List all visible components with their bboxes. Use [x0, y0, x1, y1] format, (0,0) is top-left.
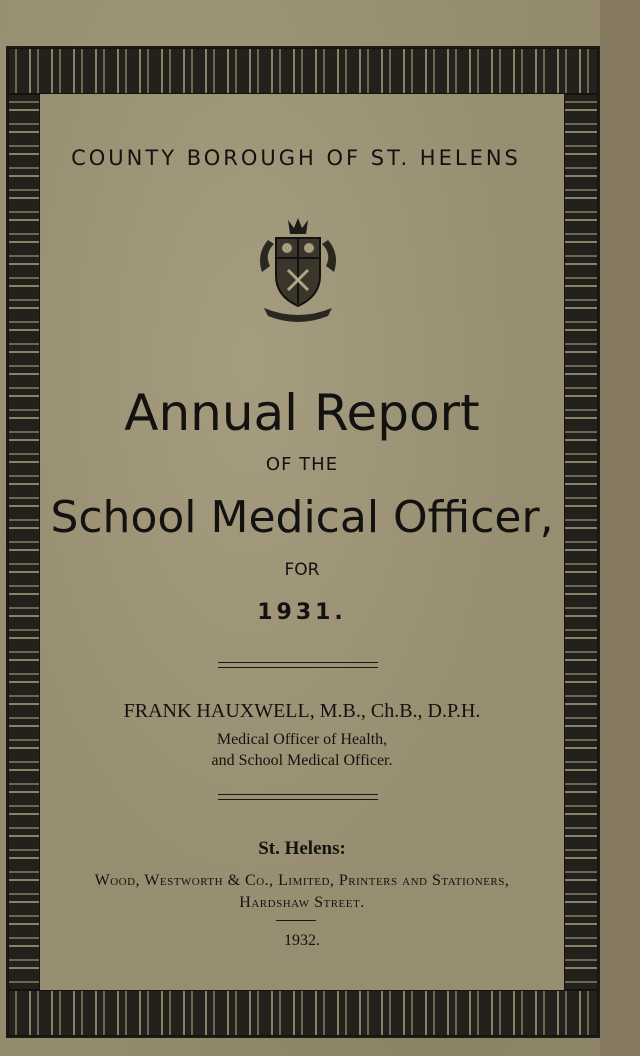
for-text: FOR [284, 560, 320, 580]
borough-heading: COUNTY BOROUGH OF ST. HELENS [71, 146, 521, 170]
print-year: 1932. [284, 932, 320, 949]
short-rule [276, 920, 316, 921]
printer-street: Hardshaw Street. [239, 894, 365, 911]
author-role-secondary: and School Medical Officer. [211, 752, 393, 769]
author-name: FRANK HAUXWELL, M.B., Ch.B., D.P.H. [123, 700, 481, 722]
author-role: Medical Officer of Health, [216, 731, 388, 748]
coat-of-arms-emblem [248, 214, 348, 326]
publication-place: St. Helens: [258, 838, 346, 859]
page-edge [600, 0, 640, 1056]
divider-rule [218, 662, 378, 668]
of-the-text: OF THE [265, 454, 339, 475]
title-annual-report: Annual Report [124, 384, 480, 442]
border-band-top [8, 48, 598, 94]
printer-line: Wood, Westworth & Co., Limited, Printers and Stationers, [94, 872, 510, 889]
title-school-medical-officer: School Medical Officer, [50, 492, 554, 543]
divider-rule [218, 794, 378, 800]
report-year: 1931. [257, 600, 347, 625]
border-band-bottom [8, 990, 598, 1036]
cover-panel [40, 94, 564, 990]
